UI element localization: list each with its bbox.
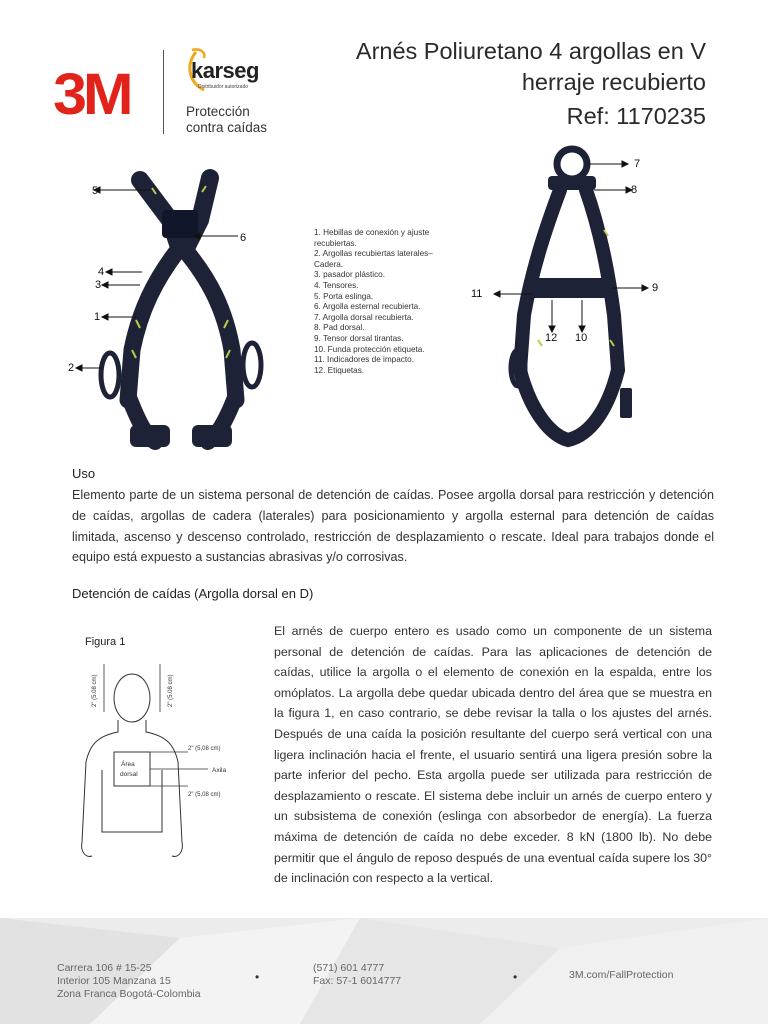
figure-1-label: Figura 1: [85, 636, 126, 648]
back-callout-7: 7: [634, 158, 641, 170]
sternal-plate: [162, 210, 198, 238]
front-callout-2: 2: [68, 362, 75, 374]
front-callout-5: 5: [92, 185, 99, 197]
legend-item: 12. Etiquetas.: [314, 365, 365, 375]
legend-item: Cadera.: [314, 259, 344, 269]
footer-bullet: •: [255, 970, 260, 984]
legend-item: 4. Tensores.: [314, 280, 359, 290]
legend-item: 11. Indicadores de impacto.: [314, 355, 414, 365]
dorsal-d-ring: [557, 149, 587, 179]
protection-tagline: [186, 104, 267, 136]
axila-label: Axila: [212, 767, 227, 774]
parts-legend: [314, 228, 474, 376]
legend-item: 5. Porta eslinga.: [314, 291, 374, 301]
front-callout-4: 4: [98, 266, 105, 278]
legend-item: 1. Hebillas de conexión y ajuste: [314, 228, 430, 237]
header-divider: [163, 50, 164, 134]
fall-arrest-heading: Detención de caídas (Argolla dorsal en D): [72, 586, 314, 601]
legend-item: 9. Tensor dorsal tirantas.: [314, 333, 404, 343]
legend-item: 7. Argolla dorsal recubierta.: [314, 312, 414, 322]
footer-contact: [313, 962, 401, 988]
legend-item: 8. Pad dorsal.: [314, 323, 365, 333]
back-callout-9: 9: [652, 282, 659, 294]
dim-horizontal-bottom: 2" (5,08 cm): [188, 792, 221, 798]
legend-item: 10. Funda protección etiqueta.: [314, 344, 425, 354]
karseg-logo: karseg: [191, 58, 259, 83]
protection-line-2: contra caídas: [186, 120, 268, 135]
product-title-line-2: herraje recubierto: [521, 69, 706, 95]
fax-number: Fax: 57-1 6014777: [313, 975, 402, 987]
dim-horizontal-top: 2" (5,08 cm): [188, 746, 221, 752]
product-reference: Ref: 1170235: [566, 103, 706, 129]
dim-vertical-left: 2" (5.08 cm): [92, 674, 98, 707]
harness-front-illustration: [60, 160, 310, 460]
figure-1-dorsal-area-diagram: [68, 652, 248, 872]
left-hip-d-ring: [101, 353, 119, 397]
front-callout-1: 1: [94, 311, 101, 323]
front-callout-6: 6: [240, 232, 247, 244]
leg-loops: [130, 425, 232, 447]
legend-item: 3. pasador plástico.: [314, 270, 386, 280]
dim-vertical-right: 2" (5.08 cm): [168, 674, 174, 707]
legend-item: 2. Argollas recubiertas laterales–: [314, 249, 433, 259]
back-chest-strap: [530, 278, 612, 298]
uso-heading: Uso: [72, 466, 96, 481]
footer-website-link[interactable]: 3M.com/FallProtection: [569, 969, 674, 981]
protection-line-1: Protección: [186, 104, 250, 119]
address-line-1: Carrera 106 # 15-25: [57, 962, 152, 974]
back-callout-8: 8: [631, 184, 638, 196]
uso-paragraph: Elemento parte de un sistema personal de detención de caídas. Posee argolla dorsal para restricción y detención de caídas, argollas de cadera (laterales) para posicionamiento y argolla esternal para detención de caídas limitada, ascenso y descenso controlado, restricción de desplazamiento o rescate. Ideal para trabajos donde el equipo está expuesto a sustancias abrasivas y/o corrosivas.: [72, 488, 714, 565]
footer-bullet: •: [513, 970, 518, 984]
fall-arrest-paragraph: El arnés de cuerpo entero es usado como un componente de un sistema personal de detención de caídas. Para las aplicaciones de detención de caídas, utilice la argolla o el elemento de conexión en la espalda, entre los omóplatos. La argolla debe quedar ubicada dentro del área que se muestra en la figura 1, en caso contrario, se debe revisar la talla o los ajustes del arnés. Después de una caída la posición resultante del cuerpo será vertical con una ligera inclinación hacia el frente, el usuario sentirá una ligera presión sobre la parte inferior del pecho. Esta argolla puede ser utilizada para restricción de desplazamiento o rescate. El sistema debe incluir un arnés de cuerpo entero y un subsistema de conexión (eslinga con absorbedor de energía). La fuerza máxima de detención de caída no debe exceder. 8 kN (1800 lb). No debe permitir que el ángulo de reposo después de una eventual caída supere los 30° de inclinación con respecto a la vertical.: [274, 624, 712, 886]
legend-item: recubiertas.: [314, 238, 357, 248]
area-label-2: dorsal: [120, 771, 138, 778]
back-callout-12: 12: [545, 332, 558, 344]
product-title-line-1: Arnés Poliuretano 4 argollas en V: [355, 38, 706, 64]
dimension-lines: [104, 664, 208, 786]
3m-logo: 3M: [53, 62, 130, 127]
back-right-buckle: [620, 388, 632, 418]
legend-item: 6. Argolla esternal recubierta.: [314, 302, 421, 312]
dorsal-area-box: [114, 752, 150, 786]
footer-address: [57, 962, 201, 1001]
back-callout-11: 11: [471, 288, 483, 300]
right-hip-d-ring: [243, 343, 261, 387]
front-callout-3: 3: [95, 279, 102, 291]
back-callout-10: 10: [575, 332, 588, 344]
harness-back-straps: [520, 190, 618, 440]
phone-number: (571) 601 4777: [313, 962, 385, 974]
harness-back-illustration: [490, 140, 670, 460]
address-line-2: Interior 105 Manzana 15: [57, 975, 171, 987]
area-label-1: Área: [121, 761, 135, 768]
address-line-3: Zona Franca Bogotá-Colombia: [57, 988, 201, 1000]
karseg-logo-subtitle: Distribuidor autorizado: [198, 84, 249, 90]
